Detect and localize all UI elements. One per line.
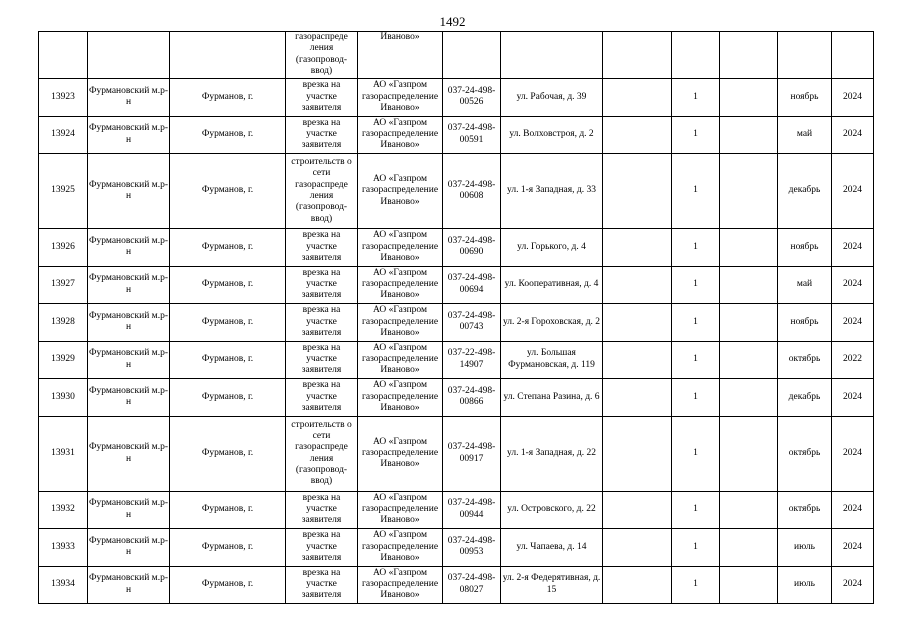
- cell-organization: АО «Газпром газораспределение Иваново»: [358, 229, 443, 267]
- cell-empty-a: [603, 229, 672, 267]
- cell-settlement: Фурманов, г.: [170, 529, 286, 567]
- cell-app-id: 037-24-498-00608: [443, 154, 501, 229]
- cell-settlement: Фурманов, г.: [170, 491, 286, 529]
- table-row: [39, 116, 874, 154]
- cell-settlement: Фурманов, г.: [170, 379, 286, 417]
- cell-app-id: 037-24-498-00944: [443, 491, 501, 529]
- cell-address: ул. 1-я Западная, д. 33: [501, 154, 603, 229]
- cell-app-id: 037-24-498-08027: [443, 566, 501, 604]
- cell-empty-b: [720, 529, 778, 567]
- cell-address: ул. Рабочая, д. 39: [501, 79, 603, 117]
- cell-work-type: строительств о сети газораспреде ления (газопровод- ввод): [286, 416, 358, 491]
- cell-work-type: врезка на участке заявителя: [286, 379, 358, 417]
- cell-district: Фурмановский м.р-н: [88, 416, 170, 491]
- cell-empty-a: [603, 491, 672, 529]
- cell-empty-a: [603, 341, 672, 379]
- cell-num: 13932: [39, 491, 88, 529]
- cell-address: ул. Горького, д. 4: [501, 229, 603, 267]
- cell-app-id: 037-24-498-00526: [443, 79, 501, 117]
- cell-work-type: врезка на участке заявителя: [286, 491, 358, 529]
- table-row: [39, 416, 874, 491]
- table-row: [39, 229, 874, 267]
- cell-month: ноябрь: [778, 79, 832, 117]
- cell-empty-b: [720, 304, 778, 342]
- cell-settlement: Фурманов, г.: [170, 566, 286, 604]
- cell-district: [88, 32, 170, 79]
- cell-empty-a: [603, 32, 672, 79]
- cell-settlement: [170, 32, 286, 79]
- cell-app-id: 037-24-498-00953: [443, 529, 501, 567]
- cell-district: Фурмановский м.р-н: [88, 566, 170, 604]
- cell-organization: АО «Газпром газораспределение Иваново»: [358, 266, 443, 304]
- cell-settlement: Фурманов, г.: [170, 341, 286, 379]
- cell-year: 2024: [832, 491, 874, 529]
- cell-organization: АО «Газпром газораспределение Иваново»: [358, 304, 443, 342]
- cell-work-type: врезка на участке заявителя: [286, 79, 358, 117]
- cell-work-type: газораспреде ления (газопровод- ввод): [286, 32, 358, 79]
- cell-count: 1: [672, 266, 720, 304]
- table-row: [39, 154, 874, 229]
- cell-address: ул. 2-я Гороховская, д. 2: [501, 304, 603, 342]
- cell-empty-b: [720, 229, 778, 267]
- cell-app-id: 037-24-498-00694: [443, 266, 501, 304]
- cell-count: 1: [672, 566, 720, 604]
- cell-organization: АО «Газпром газораспределение Иваново»: [358, 79, 443, 117]
- cell-settlement: Фурманов, г.: [170, 229, 286, 267]
- cell-num: 13934: [39, 566, 88, 604]
- cell-work-type: врезка на участке заявителя: [286, 229, 358, 267]
- cell-district: Фурмановский м.р-н: [88, 116, 170, 154]
- cell-app-id: 037-24-498-00690: [443, 229, 501, 267]
- cell-organization: АО «Газпром газораспределение Иваново»: [358, 491, 443, 529]
- cell-settlement: Фурманов, г.: [170, 304, 286, 342]
- cell-address: ул. Чапаева, д. 14: [501, 529, 603, 567]
- cell-empty-b: [720, 341, 778, 379]
- cell-organization: Иваново»: [358, 32, 443, 79]
- cell-year: 2024: [832, 566, 874, 604]
- table-row: [39, 566, 874, 604]
- cell-count: [672, 32, 720, 79]
- cell-empty-a: [603, 79, 672, 117]
- cell-count: 1: [672, 154, 720, 229]
- cell-month: май: [778, 116, 832, 154]
- continuation-row: [39, 32, 874, 79]
- cell-empty-a: [603, 266, 672, 304]
- cell-address: ул. Островского, д. 22: [501, 491, 603, 529]
- cell-settlement: Фурманов, г.: [170, 154, 286, 229]
- cell-organization: АО «Газпром газораспределение Иваново»: [358, 529, 443, 567]
- cell-empty-a: [603, 529, 672, 567]
- cell-empty-b: [720, 154, 778, 229]
- cell-count: 1: [672, 116, 720, 154]
- cell-app-id: 037-22-498-14907: [443, 341, 501, 379]
- cell-empty-a: [603, 116, 672, 154]
- cell-district: Фурмановский м.р-н: [88, 304, 170, 342]
- cell-empty-a: [603, 304, 672, 342]
- cell-count: 1: [672, 491, 720, 529]
- cell-work-type: врезка на участке заявителя: [286, 304, 358, 342]
- cell-num: 13925: [39, 154, 88, 229]
- cell-month: июль: [778, 529, 832, 567]
- cell-work-type: врезка на участке заявителя: [286, 266, 358, 304]
- cell-address: [501, 32, 603, 79]
- cell-month: декабрь: [778, 379, 832, 417]
- cell-month: декабрь: [778, 154, 832, 229]
- cell-empty-b: [720, 379, 778, 417]
- cell-empty-b: [720, 491, 778, 529]
- cell-district: Фурмановский м.р-н: [88, 266, 170, 304]
- cell-work-type: врезка на участке заявителя: [286, 341, 358, 379]
- cell-address: ул. Степана Разина, д. 6: [501, 379, 603, 417]
- cell-app-id: 037-24-498-00743: [443, 304, 501, 342]
- cell-month: октябрь: [778, 341, 832, 379]
- cell-count: 1: [672, 379, 720, 417]
- table-row: [39, 491, 874, 529]
- cell-num: 13931: [39, 416, 88, 491]
- cell-empty-b: [720, 566, 778, 604]
- cell-district: Фурмановский м.р-н: [88, 79, 170, 117]
- cell-empty-b: [720, 266, 778, 304]
- cell-district: Фурмановский м.р-н: [88, 379, 170, 417]
- cell-count: 1: [672, 416, 720, 491]
- cell-year: 2024: [832, 416, 874, 491]
- table-body: [39, 32, 874, 604]
- table-row: [39, 529, 874, 567]
- cell-app-id: 037-24-498-00917: [443, 416, 501, 491]
- records-table: [38, 31, 874, 604]
- cell-address: ул. 1-я Западная, д. 22: [501, 416, 603, 491]
- cell-settlement: Фурманов, г.: [170, 416, 286, 491]
- cell-year: 2024: [832, 266, 874, 304]
- cell-app-id: 037-24-498-00591: [443, 116, 501, 154]
- table-row: [39, 304, 874, 342]
- cell-address: ул. Кооперативная, д. 4: [501, 266, 603, 304]
- cell-month: ноябрь: [778, 229, 832, 267]
- cell-organization: АО «Газпром газораспределение Иваново»: [358, 154, 443, 229]
- cell-month: октябрь: [778, 491, 832, 529]
- cell-year: 2024: [832, 304, 874, 342]
- cell-settlement: Фурманов, г.: [170, 266, 286, 304]
- cell-app-id: 037-24-498-00866: [443, 379, 501, 417]
- cell-empty-a: [603, 566, 672, 604]
- cell-month: май: [778, 266, 832, 304]
- cell-num: 13928: [39, 304, 88, 342]
- cell-organization: АО «Газпром газораспределение Иваново»: [358, 379, 443, 417]
- table-row: [39, 379, 874, 417]
- cell-district: Фурмановский м.р-н: [88, 229, 170, 267]
- cell-num: 13933: [39, 529, 88, 567]
- cell-month: июль: [778, 566, 832, 604]
- cell-organization: АО «Газпром газораспределение Иваново»: [358, 116, 443, 154]
- cell-empty-a: [603, 379, 672, 417]
- cell-year: 2024: [832, 379, 874, 417]
- cell-month: [778, 32, 832, 79]
- cell-address: ул. Волховстроя, д. 2: [501, 116, 603, 154]
- cell-address: ул. Большая Фурмановская, д. 119: [501, 341, 603, 379]
- cell-district: Фурмановский м.р-н: [88, 529, 170, 567]
- cell-num: 13927: [39, 266, 88, 304]
- cell-settlement: Фурманов, г.: [170, 116, 286, 154]
- cell-empty-a: [603, 416, 672, 491]
- cell-settlement: Фурманов, г.: [170, 79, 286, 117]
- cell-year: 2024: [832, 116, 874, 154]
- cell-year: 2024: [832, 529, 874, 567]
- cell-organization: АО «Газпром газораспределение Иваново»: [358, 341, 443, 379]
- cell-district: Фурмановский м.р-н: [88, 154, 170, 229]
- cell-count: 1: [672, 229, 720, 267]
- table-row: [39, 266, 874, 304]
- cell-work-type: строительств о сети газораспреде ления (газопровод- ввод): [286, 154, 358, 229]
- cell-month: ноябрь: [778, 304, 832, 342]
- cell-empty-a: [603, 154, 672, 229]
- cell-year: 2024: [832, 79, 874, 117]
- cell-num: 13924: [39, 116, 88, 154]
- cell-year: 2024: [832, 154, 874, 229]
- page-number: 1492: [439, 14, 466, 29]
- cell-organization: АО «Газпром газораспределение Иваново»: [358, 416, 443, 491]
- cell-year: 2024: [832, 229, 874, 267]
- cell-num: [39, 32, 88, 79]
- cell-work-type: врезка на участке заявителя: [286, 116, 358, 154]
- cell-count: 1: [672, 304, 720, 342]
- table-row: [39, 79, 874, 117]
- cell-district: Фурмановский м.р-н: [88, 341, 170, 379]
- cell-month: октябрь: [778, 416, 832, 491]
- cell-count: 1: [672, 341, 720, 379]
- cell-work-type: врезка на участке заявителя: [286, 529, 358, 567]
- cell-empty-b: [720, 79, 778, 117]
- cell-district: Фурмановский м.р-н: [88, 491, 170, 529]
- cell-num: 13929: [39, 341, 88, 379]
- cell-address: ул. 2-я Федерятивная, д. 15: [501, 566, 603, 604]
- cell-work-type: врезка на участке заявителя: [286, 566, 358, 604]
- cell-empty-b: [720, 32, 778, 79]
- cell-num: 13923: [39, 79, 88, 117]
- table-row: [39, 341, 874, 379]
- cell-empty-b: [720, 416, 778, 491]
- cell-year: [832, 32, 874, 79]
- cell-count: 1: [672, 79, 720, 117]
- cell-num: 13930: [39, 379, 88, 417]
- cell-year: 2022: [832, 341, 874, 379]
- cell-empty-b: [720, 116, 778, 154]
- cell-count: 1: [672, 529, 720, 567]
- cell-app-id: [443, 32, 501, 79]
- cell-num: 13926: [39, 229, 88, 267]
- cell-organization: АО «Газпром газораспределение Иваново»: [358, 566, 443, 604]
